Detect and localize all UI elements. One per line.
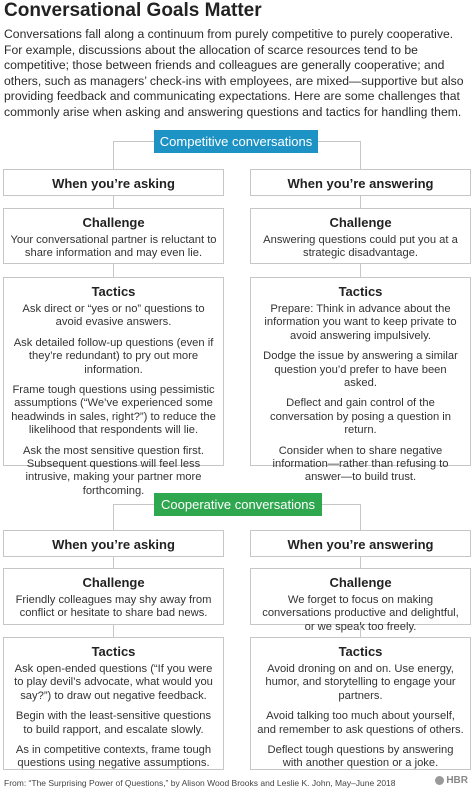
cooperative-banner: Cooperative conversations xyxy=(154,493,322,516)
competitive-asking-challenge-title: Challenge xyxy=(82,215,145,230)
page-title: Conversational Goals Matter xyxy=(4,0,262,21)
competitive-answering-challenge-box xyxy=(250,208,471,264)
competitive-asking-challenge-text: Your conversational partner is reluctant to share information and may even lie. xyxy=(10,234,217,260)
competitive-asking-tactic: Ask the most sensitive question first. Subsequent questions will feel less intrusive, making your partner more forthcoming. xyxy=(23,444,204,497)
cooperative-answering-challenge-text: We forget to focus on making conversations productive and delightful, or we speak too freely. xyxy=(262,594,459,633)
cooperative-answering-tactic: Deflect tough questions by answering with another question or a joke. xyxy=(267,744,454,770)
cooperative-asking-tactic: Begin with the least-sensitive questions to build rapport, and escalate slowly. xyxy=(15,710,212,736)
cooperative-asking-connector-2 xyxy=(113,625,114,637)
competitive-asking-challenge-box xyxy=(3,208,224,264)
competitive-answering-heading: When you’re answering xyxy=(287,176,434,191)
competitive-asking-connector-2 xyxy=(113,264,114,277)
cooperative-asking-header xyxy=(3,530,224,557)
cooperative-answering-tactic: Avoid droning on and on. Use energy, humor, and storytelling to engage your partners. xyxy=(265,663,456,702)
cooperative-asking-challenge-title: Challenge xyxy=(82,575,145,590)
cooperative-connector-right xyxy=(360,504,361,532)
cooperative-answering-header xyxy=(250,530,471,557)
competitive-answering-tactic: Deflect and gain control of the conversation by posing a question in return. xyxy=(270,397,451,437)
competitive-answering-connector-1 xyxy=(360,196,361,208)
competitive-asking-connector-1 xyxy=(113,196,114,208)
cooperative-answering-tactic: Avoid talking too much about yourself, and remember to ask questions of others. xyxy=(257,710,464,736)
hbr-logo xyxy=(435,775,468,786)
source-citation: From: “The Surprising Power of Questions,” by Alison Wood Brooks and Leslie K. John, May–June 2018 xyxy=(4,778,396,788)
hbr-logo-text: HBR xyxy=(446,775,468,786)
competitive-answering-tactics-title: Tactics xyxy=(338,284,383,299)
cooperative-answering-heading: When you’re answering xyxy=(287,537,434,552)
competitive-answering-challenge-title: Challenge xyxy=(329,215,392,230)
competitive-answering-tactic: Prepare: Think in advance about the information you want to keep private to avoid answering impulsively. xyxy=(264,303,457,342)
cooperative-asking-challenge-box xyxy=(3,568,224,625)
competitive-connector-left xyxy=(113,141,114,171)
cooperative-asking-heading: When you’re asking xyxy=(52,537,175,552)
intro-paragraph: Conversations fall along a continuum from purely competitive to purely cooperative. For example, discussions about the allocation of scarce resources tend to be competitive; those between friends and colleagues are generally cooperative; and others, such as managers’ check-ins with employees, are mixed—supportive but also providing feedback and communicating expectations. Here are some challenges that commonly arise when asking and answering questions and tactics for handling them. xyxy=(4,27,464,119)
competitive-connector-right xyxy=(360,141,361,171)
competitive-asking-header xyxy=(3,169,224,196)
competitive-answering-header xyxy=(250,169,471,196)
competitive-banner: Competitive conversations xyxy=(154,130,318,153)
cooperative-answering-connector-2 xyxy=(360,625,361,637)
cooperative-answering-challenge-box xyxy=(250,568,471,633)
cooperative-asking-tactics-title: Tactics xyxy=(91,644,136,659)
competitive-asking-tactics-box xyxy=(3,277,224,497)
competitive-answering-tactics-box xyxy=(250,277,471,484)
competitive-answering-tactic: Dodge the issue by answering a similar question you’d prefer to have been asked. xyxy=(263,350,458,390)
competitive-asking-tactic: Frame tough questions using pessimistic assumptions (“We’ve experienced some headwinds in sales, right?”) to reduce the likelihood that respondents will lie. xyxy=(11,384,216,437)
cooperative-answering-tactics-box xyxy=(250,637,471,770)
competitive-answering-tactic: Consider when to share negative information—rather than refusing to answer—to build trust. xyxy=(272,444,449,484)
cooperative-asking-tactics-box xyxy=(3,637,224,770)
cooperative-asking-challenge-text: Friendly colleagues may shy away from conflict or hesitate to share bad news. xyxy=(15,594,212,620)
cooperative-asking-tactic: Ask open-ended questions (“If you were to play devil’s advocate, what would you say?”) to draw out negative feedback. xyxy=(14,663,213,702)
competitive-asking-tactics-title: Tactics xyxy=(91,284,136,299)
competitive-asking-tactic: Ask direct or “yes or no” questions to avoid evasive answers. xyxy=(22,303,205,329)
cooperative-asking-connector-1 xyxy=(113,557,114,568)
cooperative-answering-challenge-title: Challenge xyxy=(329,575,392,590)
competitive-answering-challenge-text: Answering questions could put you at a strategic disadvantage. xyxy=(263,234,458,260)
competitive-asking-heading: When you’re asking xyxy=(52,176,175,191)
cooperative-answering-connector-1 xyxy=(360,557,361,568)
hbr-logo-icon xyxy=(435,776,444,785)
competitive-asking-tactic: Ask detailed follow-up questions (even if they’re redundant) to pry out more information. xyxy=(13,336,214,376)
cooperative-answering-tactics-title: Tactics xyxy=(338,644,383,659)
cooperative-connector-left xyxy=(113,504,114,532)
competitive-answering-connector-2 xyxy=(360,264,361,277)
cooperative-asking-tactic: As in competitive contexts, frame tough questions using negative assumptions. xyxy=(15,744,212,770)
